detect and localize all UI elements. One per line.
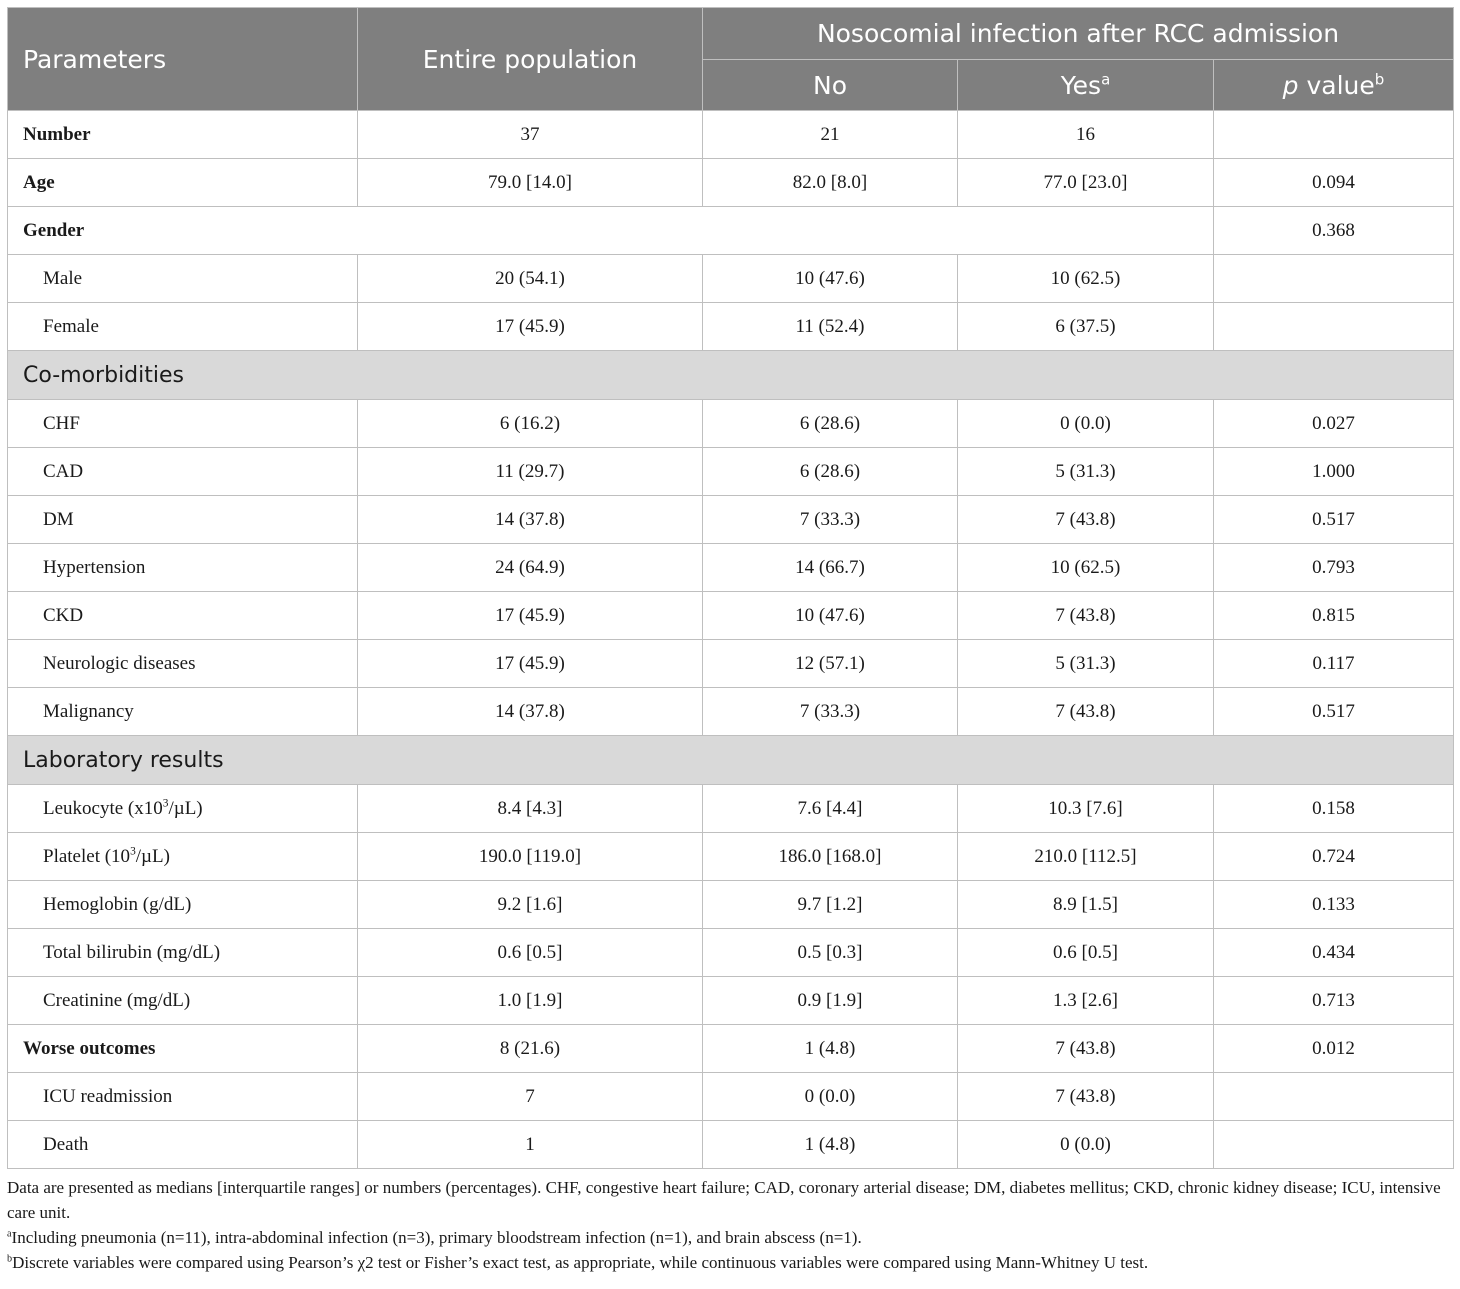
cell-no: 7 (33.3) [703, 496, 958, 544]
row-label: Death [8, 1121, 358, 1169]
cell-entire: 37 [358, 111, 703, 159]
table-row-creatinine [8, 977, 1454, 1025]
table-row-leukocyte [8, 785, 1454, 833]
table-row-female [8, 303, 1454, 351]
cell-no: 11 (52.4) [703, 303, 958, 351]
cell-p: 0.724 [1214, 833, 1454, 881]
cell-no: 10 (47.6) [703, 592, 958, 640]
cell-no: 186.0 [168.0] [703, 833, 958, 881]
cell-entire: 9.2 [1.6] [358, 881, 703, 929]
header-yes: Yes$^a$ [958, 60, 1214, 111]
cell-no: 10 (47.6) [703, 255, 958, 303]
cell-no: 7 (33.3) [703, 688, 958, 736]
cell-p: 0.517 [1214, 496, 1454, 544]
row-label: Worse outcomes [8, 1025, 358, 1073]
cell-yes: 210.0 [112.5] [958, 833, 1214, 881]
cell-yes: 7 (43.8) [958, 1025, 1214, 1073]
table-row-male [8, 255, 1454, 303]
row-label: Age [8, 159, 358, 207]
table-row-platelet [8, 833, 1454, 881]
cell-no: 6 (28.6) [703, 448, 958, 496]
cell-yes: 7 (43.8) [958, 688, 1214, 736]
cell-yes: 5 (31.3) [958, 448, 1214, 496]
cell-entire: 14 (37.8) [358, 688, 703, 736]
cell-p [1214, 303, 1454, 351]
row-label: Malignancy [8, 688, 358, 736]
row-label: Total bilirubin (mg/dL) [8, 929, 358, 977]
cell-yes: 0.6 [0.5] [958, 929, 1214, 977]
data-table [7, 7, 1454, 1169]
row-label: Number [8, 111, 358, 159]
cell-no: 0 (0.0) [703, 1073, 958, 1121]
cell-p: 0.815 [1214, 592, 1454, 640]
table-row-hypertension [8, 544, 1454, 592]
row-label: ICU readmission [8, 1073, 358, 1121]
row-label: Hypertension [8, 544, 358, 592]
row-label: Gender [8, 207, 1214, 255]
table-row-hemoglobin [8, 881, 1454, 929]
cell-entire: 17 (45.9) [358, 303, 703, 351]
section-label: Co-morbidities [8, 351, 1454, 400]
cell-no: 12 (57.1) [703, 640, 958, 688]
cell-no: 1 (4.8) [703, 1121, 958, 1169]
cell-p [1214, 1073, 1454, 1121]
row-label: CKD [8, 592, 358, 640]
table-row-icu-readmission [8, 1073, 1454, 1121]
row-label: DM [8, 496, 358, 544]
footnote-b: $^b$Discrete variables were compared using Pearson’s χ2 test or Fisher’s exact test, as appropriate, while continuous variables were compared using Mann-Whitney U test. [7, 1253, 1149, 1272]
table-row-cad [8, 448, 1454, 496]
table-row-age [8, 159, 1454, 207]
footnote-a: $^a$Including pneumonia (n=11), intra-abdominal infection (n=3), primary bloodstream infection (n=1), and brain abscess (n=1). [7, 1228, 862, 1247]
cell-no: 6 (28.6) [703, 400, 958, 448]
table-row-worse-outcomes [8, 1025, 1454, 1073]
table-row-number [8, 111, 1454, 159]
cell-p: 1.000 [1214, 448, 1454, 496]
footnote-main: Data are presented as medians [interquartile ranges] or numbers (percentages). CHF, congestive heart failure; CAD, coronary arterial disease; DM, diabetes mellitus; CKD, chronic kidney disease; ICU, intensive care unit. [7, 1178, 1441, 1222]
cell-entire: 11 (29.7) [358, 448, 703, 496]
cell-p [1214, 1121, 1454, 1169]
table-row-chf [8, 400, 1454, 448]
cell-yes: 8.9 [1.5] [958, 881, 1214, 929]
cell-p: 0.793 [1214, 544, 1454, 592]
cell-entire: 7 [358, 1073, 703, 1121]
table-row-dm [8, 496, 1454, 544]
row-label: CAD [8, 448, 358, 496]
section-comorbidities [8, 351, 1454, 400]
header-p-value: p value$^b$ [1214, 60, 1454, 111]
cell-yes: 0 (0.0) [958, 400, 1214, 448]
cell-yes: 6 (37.5) [958, 303, 1214, 351]
cell-no: 82.0 [8.0] [703, 159, 958, 207]
table-container [7, 7, 1453, 1275]
table-row-death [8, 1121, 1454, 1169]
header-no: No [703, 60, 958, 111]
cell-p: 0.094 [1214, 159, 1454, 207]
row-label: Platelet $(10^3/\mu L)$ [8, 833, 358, 881]
cell-yes: 10 (62.5) [958, 544, 1214, 592]
cell-no: 1 (4.8) [703, 1025, 958, 1073]
cell-yes: 10 (62.5) [958, 255, 1214, 303]
cell-entire: 6 (16.2) [358, 400, 703, 448]
cell-no: 9.7 [1.2] [703, 881, 958, 929]
table-row-malignancy [8, 688, 1454, 736]
cell-yes: 7 (43.8) [958, 496, 1214, 544]
cell-p: 0.117 [1214, 640, 1454, 688]
row-label: Female [8, 303, 358, 351]
table-row-bilirubin [8, 929, 1454, 977]
row-label: Creatinine (mg/dL) [8, 977, 358, 1025]
cell-no: 0.5 [0.3] [703, 929, 958, 977]
cell-yes: 10.3 [7.6] [958, 785, 1214, 833]
cell-yes: 7 (43.8) [958, 1073, 1214, 1121]
cell-entire: 17 (45.9) [358, 640, 703, 688]
cell-p: 0.158 [1214, 785, 1454, 833]
cell-p: 0.368 [1214, 207, 1454, 255]
cell-p: 0.133 [1214, 881, 1454, 929]
row-label: CHF [8, 400, 358, 448]
cell-entire: 1.0 [1.9] [358, 977, 703, 1025]
cell-entire: 20 (54.1) [358, 255, 703, 303]
cell-yes: 7 (43.8) [958, 592, 1214, 640]
cell-yes: 5 (31.3) [958, 640, 1214, 688]
cell-p: 0.434 [1214, 929, 1454, 977]
cell-entire: 24 (64.9) [358, 544, 703, 592]
cell-entire: 8.4 [4.3] [358, 785, 703, 833]
row-label: Male [8, 255, 358, 303]
cell-entire: 79.0 [14.0] [358, 159, 703, 207]
table-row-ckd [8, 592, 1454, 640]
row-label: Hemoglobin (g/dL) [8, 881, 358, 929]
cell-p: 0.713 [1214, 977, 1454, 1025]
header-row-1 [8, 8, 1454, 60]
cell-p: 0.027 [1214, 400, 1454, 448]
cell-yes: 0 (0.0) [958, 1121, 1214, 1169]
cell-p [1214, 111, 1454, 159]
cell-no: 0.9 [1.9] [703, 977, 958, 1025]
cell-yes: 1.3 [2.6] [958, 977, 1214, 1025]
header-nosocomial-infection: Nosocomial infection after RCC admission [703, 8, 1454, 60]
cell-no: 7.6 [4.4] [703, 785, 958, 833]
cell-no: 14 (66.7) [703, 544, 958, 592]
table-row-gender [8, 207, 1454, 255]
cell-yes: 77.0 [23.0] [958, 159, 1214, 207]
cell-entire: 17 (45.9) [358, 592, 703, 640]
cell-entire: 190.0 [119.0] [358, 833, 703, 881]
cell-entire: 14 (37.8) [358, 496, 703, 544]
cell-entire: 1 [358, 1121, 703, 1169]
cell-yes: 16 [958, 111, 1214, 159]
section-label: Laboratory results [8, 736, 1454, 785]
cell-no: 21 [703, 111, 958, 159]
row-label: Leukocyte $(x10^3/\mu L)$ [8, 785, 358, 833]
cell-entire: 8 (21.6) [358, 1025, 703, 1073]
table-footnotes [7, 1175, 1453, 1275]
cell-entire: 0.6 [0.5] [358, 929, 703, 977]
row-label: Neurologic diseases [8, 640, 358, 688]
cell-p [1214, 255, 1454, 303]
header-parameters: Parameters [8, 8, 358, 111]
table-row-neurologic [8, 640, 1454, 688]
cell-p: 0.517 [1214, 688, 1454, 736]
section-laboratory [8, 736, 1454, 785]
cell-p: 0.012 [1214, 1025, 1454, 1073]
header-entire-population: Entire population [358, 8, 703, 111]
